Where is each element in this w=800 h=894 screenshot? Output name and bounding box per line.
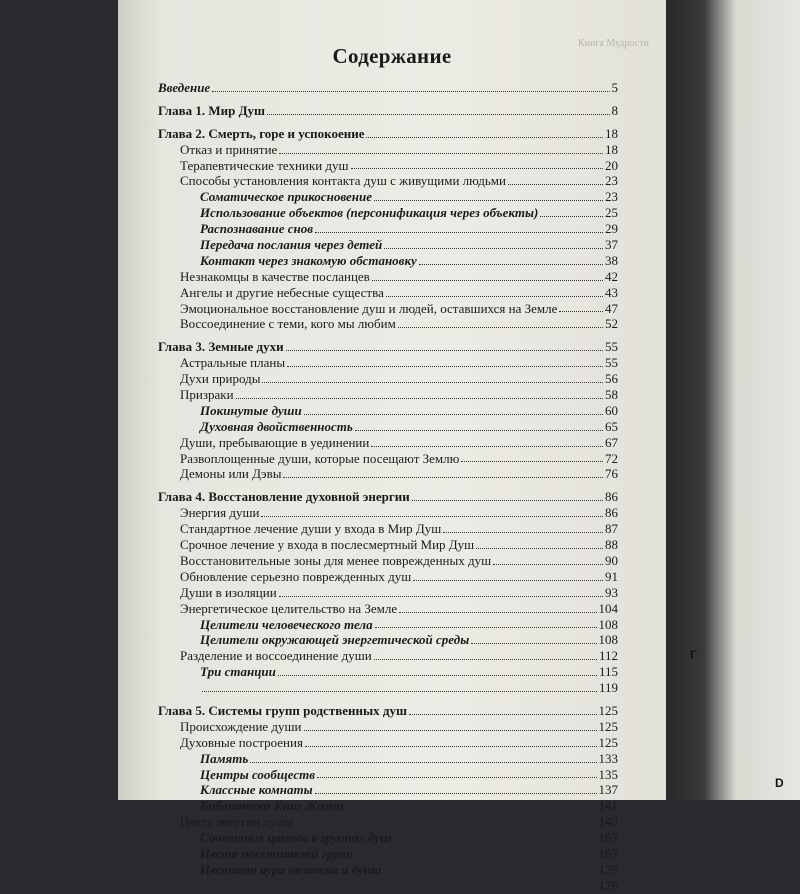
toc-entry-title: Обновление серьезно поврежденных душ	[180, 568, 412, 584]
toc-entry-title: Библиотека Книг Жизни	[200, 798, 344, 814]
toc-page-number: 112	[598, 648, 618, 664]
toc-entry-row	[158, 521, 618, 537]
toc-chapter-row	[158, 489, 618, 505]
dot-leader	[384, 237, 603, 249]
toc-entry-row	[158, 846, 618, 862]
toc-page-number: 167	[598, 830, 618, 846]
toc-entry-title: Энергетическое целительство на Земле	[180, 600, 398, 616]
dot-leader	[286, 339, 603, 351]
toc-chapter-row	[158, 126, 618, 142]
toc-entry-title: Ангелы и другие небесные существа	[180, 284, 384, 300]
toc-page-number: 58	[605, 387, 618, 403]
dot-leader	[419, 253, 603, 265]
toc-entry-row	[158, 419, 618, 435]
dot-leader	[393, 830, 597, 842]
toc-page-number: 141	[598, 798, 618, 814]
toc-page-number: 43	[605, 284, 618, 300]
toc-entry-title: Распознавание снов	[200, 221, 314, 237]
edge-mark: D	[775, 776, 784, 790]
toc-entry-title: Духи природы	[180, 371, 261, 387]
toc-entry-title: Призраки	[180, 387, 234, 403]
toc-page-number: 148	[598, 814, 618, 830]
dot-leader	[355, 419, 603, 431]
toc-entry-title: Души в изоляции	[180, 584, 277, 600]
toc-entry-title: Цветовая аура человека и души	[200, 861, 382, 877]
toc-entry-title: Восстановительные зоны для менее поврежденных душ	[180, 552, 492, 568]
dot-leader	[304, 403, 603, 415]
dot-leader	[384, 862, 597, 874]
toc-entry-row	[158, 142, 618, 158]
toc-entry-title: Воссоединение с теми, кого мы любим	[180, 316, 396, 332]
toc-entry-row	[158, 648, 618, 664]
toc-entry-title: Контакт через знакомую обстановку	[200, 252, 417, 268]
toc-entry-row	[158, 189, 618, 205]
toc-page-number: 5	[611, 80, 618, 95]
toc-entry-row	[158, 316, 618, 332]
dot-leader	[317, 767, 596, 779]
toc-entry-title: Глава 1. Мир Душ	[158, 102, 266, 118]
dot-leader	[202, 878, 597, 890]
dot-leader	[540, 205, 603, 217]
table-of-contents	[158, 80, 618, 894]
toc-page-number: 125	[598, 718, 618, 734]
running-header: Книга Мудрости	[578, 38, 649, 49]
toc-chapter-row	[158, 339, 618, 355]
toc-page-number: 108	[598, 632, 618, 648]
toc-entry-row	[158, 537, 618, 553]
toc-page-number: 56	[605, 371, 618, 387]
toc-page-number: 87	[605, 521, 618, 537]
dot-leader	[371, 435, 603, 447]
toc-entry-row	[158, 466, 618, 482]
toc-entry-row	[158, 253, 618, 269]
dot-leader	[374, 189, 603, 201]
toc-entry-row	[158, 403, 618, 419]
toc-page-number: 67	[605, 434, 618, 450]
toc-entry-row	[158, 387, 618, 403]
toc-page-number: 115	[598, 664, 618, 680]
toc-entry-title: Разделение и воссоединение души	[180, 648, 372, 664]
toc-entry-row	[158, 158, 618, 174]
toc-page-number: 93	[605, 584, 618, 600]
toc-entry-row	[158, 680, 618, 696]
toc-page-number: 125	[598, 702, 618, 718]
toc-entry-row	[158, 782, 618, 798]
dot-leader	[412, 489, 603, 501]
toc-entry-title: Соматическое прикосновение	[200, 189, 372, 205]
toc-entry-title: Срочное лечение у входа в послесмертный Мир Душ	[180, 537, 475, 553]
toc-page-number: 125	[598, 734, 618, 750]
toc-entry-title: Введение	[158, 80, 211, 95]
toc-entry-row	[158, 205, 618, 221]
toc-entry-title: Стандартное лечение души у входа в Мир Душ	[180, 521, 442, 537]
toc-entry-title: Использование объектов (персонификация через объекты)	[200, 205, 539, 221]
toc-entry-row	[158, 798, 618, 814]
dot-leader	[267, 103, 609, 115]
toc-entry-row	[158, 767, 618, 783]
toc-intro-row	[158, 80, 618, 96]
dot-leader	[250, 751, 596, 763]
dot-leader	[261, 505, 603, 517]
edge-mark: Г	[690, 648, 697, 662]
toc-page-number: 55	[605, 339, 618, 355]
toc-page-number: 86	[605, 505, 618, 521]
toc-entry-row	[158, 585, 618, 601]
toc-entry-title: Способы установления контакта душ с живущими людьми	[180, 173, 506, 189]
dot-leader	[461, 451, 603, 463]
toc-page-number: 72	[605, 450, 618, 466]
toc-entry-title: Терапевтические техники душ	[180, 157, 349, 173]
dot-leader	[351, 158, 603, 170]
toc-page-number: 76	[605, 466, 618, 482]
dot-leader	[305, 735, 597, 747]
toc-entry-title: Центры сообществ	[200, 766, 316, 782]
toc-page-number: 176	[598, 877, 618, 893]
toc-entry-title: Сочетание цветов в группах душ	[200, 830, 391, 846]
toc-entry-row	[158, 617, 618, 633]
toc-entry-title: Энергия души	[180, 505, 260, 521]
toc-page-number: 20	[605, 157, 618, 173]
dot-leader	[279, 142, 603, 154]
toc-entry-row	[158, 735, 618, 751]
toc-page-number: 167	[598, 845, 618, 861]
toc-page-number: 25	[605, 205, 618, 221]
dot-leader	[493, 553, 603, 565]
toc-entry-row	[158, 569, 618, 585]
toc-page-number: 104	[598, 600, 618, 616]
toc-entry-title: Классные комнаты	[200, 782, 313, 798]
dot-leader	[346, 798, 597, 810]
toc-page-number: 47	[605, 300, 618, 316]
chapter-separator	[158, 96, 618, 103]
toc-entry-row	[158, 664, 618, 680]
dot-leader	[315, 782, 597, 794]
toc-entry-row	[158, 632, 618, 648]
toc-page-number: 175	[598, 861, 618, 877]
toc-page-number: 108	[598, 616, 618, 632]
dot-leader	[374, 648, 597, 660]
toc-page-number: 90	[605, 552, 618, 568]
toc-entry-row	[158, 237, 618, 253]
toc-entry-title: Передача послания через детей	[200, 237, 383, 253]
toc-entry-title: Целители окружающей энергетической среды	[200, 632, 470, 648]
dot-leader	[236, 387, 603, 399]
dot-leader	[476, 537, 603, 549]
toc-entry-title: Целители человеческого тела	[200, 616, 373, 632]
toc-entry-title: Отказ и принятие	[180, 141, 278, 157]
page-title: Содержание	[332, 44, 452, 68]
toc-page-number: 29	[605, 221, 618, 237]
toc-page-number: 8	[611, 102, 618, 118]
chapter-separator	[158, 482, 618, 489]
toc-entry-row	[158, 435, 618, 451]
toc-page-number: 38	[605, 252, 618, 268]
dot-leader	[375, 617, 597, 629]
toc-entry-title: Цвета энергии души	[180, 814, 294, 830]
toc-page-number: 133	[598, 750, 618, 766]
toc-page-number: 23	[605, 189, 618, 205]
toc-entry-row	[158, 830, 618, 846]
toc-entry-title: Незнакомцы в качестве посланцев	[180, 268, 370, 284]
toc-page-number: 18	[605, 125, 618, 141]
dot-leader	[559, 301, 603, 313]
dot-leader	[279, 585, 603, 597]
toc-entry-title: Глава 4. Восстановление духовной энергии	[158, 489, 410, 505]
toc-page-number: 119	[598, 680, 618, 696]
toc-entry-row	[158, 862, 618, 878]
toc-entry-title: Три станции	[200, 664, 276, 680]
toc-entry-row	[158, 719, 618, 735]
dot-leader	[413, 569, 603, 581]
toc-entry-row	[158, 505, 618, 521]
dot-leader	[386, 285, 603, 297]
toc-entry-row	[158, 751, 618, 767]
toc-entry-row	[158, 371, 618, 387]
toc-entry-title: Эмоциональное восстановление душ и людей, оставшихся на Земле	[180, 300, 558, 316]
chapter-separator	[158, 696, 618, 703]
toc-entry-row	[158, 221, 618, 237]
toc-page-number: 18	[605, 141, 618, 157]
dot-leader	[355, 846, 596, 858]
toc-entry-title: Память	[200, 750, 249, 766]
dot-leader	[283, 466, 603, 478]
chapter-separator	[158, 332, 618, 339]
chapter-separator	[158, 119, 618, 126]
toc-entry-row	[158, 285, 618, 301]
toc-entry-title: Демоны или Дэвы	[180, 466, 282, 482]
toc-page-number: 137	[598, 782, 618, 798]
toc-entry-row	[158, 878, 618, 894]
toc-entry-title: Души, пребывающие в уединении	[180, 434, 370, 450]
toc-entry-row	[158, 601, 618, 617]
dot-leader	[295, 814, 596, 826]
dot-leader	[399, 601, 596, 613]
dot-leader	[315, 221, 603, 233]
toc-entry-row	[158, 553, 618, 569]
toc-entry-title: Цвета посетителей групп	[200, 845, 354, 861]
toc-entry-row	[158, 451, 618, 467]
toc-entry-title: Глава 3. Земные духи	[158, 339, 284, 355]
dot-leader	[398, 316, 603, 328]
dot-leader	[372, 269, 603, 281]
toc-page-number: 23	[605, 173, 618, 189]
dot-leader	[287, 355, 603, 367]
dot-leader	[202, 680, 597, 692]
toc-entry-title: Духовные построения	[180, 734, 303, 750]
toc-entry-row	[158, 814, 618, 830]
toc-page-number: 65	[605, 418, 618, 434]
toc-page-number: 91	[605, 568, 618, 584]
toc-entry-title: Глава 5. Системы групп родственных душ	[158, 702, 407, 718]
toc-page-number: 86	[605, 489, 618, 505]
dot-leader	[409, 703, 597, 715]
dot-leader	[212, 80, 609, 92]
toc-chapter-row	[158, 703, 618, 719]
toc-page-number: 60	[605, 402, 618, 418]
toc-page-number: 135	[598, 766, 618, 782]
dot-leader	[471, 632, 596, 644]
toc-page-number: 88	[605, 537, 618, 553]
toc-entry-row	[158, 301, 618, 317]
toc-entry-title: Духовная двойственность	[200, 418, 353, 434]
dot-leader	[304, 719, 597, 731]
toc-page-number: 42	[605, 268, 618, 284]
toc-entry-title: Астральные планы	[180, 355, 286, 371]
toc-entry-title: Развоплощенные души, которые посещают Землю	[180, 450, 460, 466]
toc-page-number: 55	[605, 355, 618, 371]
toc-page-number: 52	[605, 316, 618, 332]
toc-entry-row	[158, 355, 618, 371]
toc-chapter-row	[158, 103, 618, 119]
toc-entry-title: Глава 2. Смерть, горе и успокоение	[158, 125, 365, 141]
toc-page-number: 37	[605, 237, 618, 253]
toc-entry-row	[158, 269, 618, 285]
toc-entry-title: Происхождение души	[180, 718, 302, 734]
toc-entry-title: Покинутые души	[200, 402, 302, 418]
book-page	[118, 0, 666, 893]
dot-leader	[278, 664, 597, 676]
dot-leader	[508, 173, 603, 185]
dot-leader	[443, 521, 603, 533]
dot-leader	[366, 126, 603, 138]
toc-entry-row	[158, 173, 618, 189]
dot-leader	[262, 371, 603, 383]
